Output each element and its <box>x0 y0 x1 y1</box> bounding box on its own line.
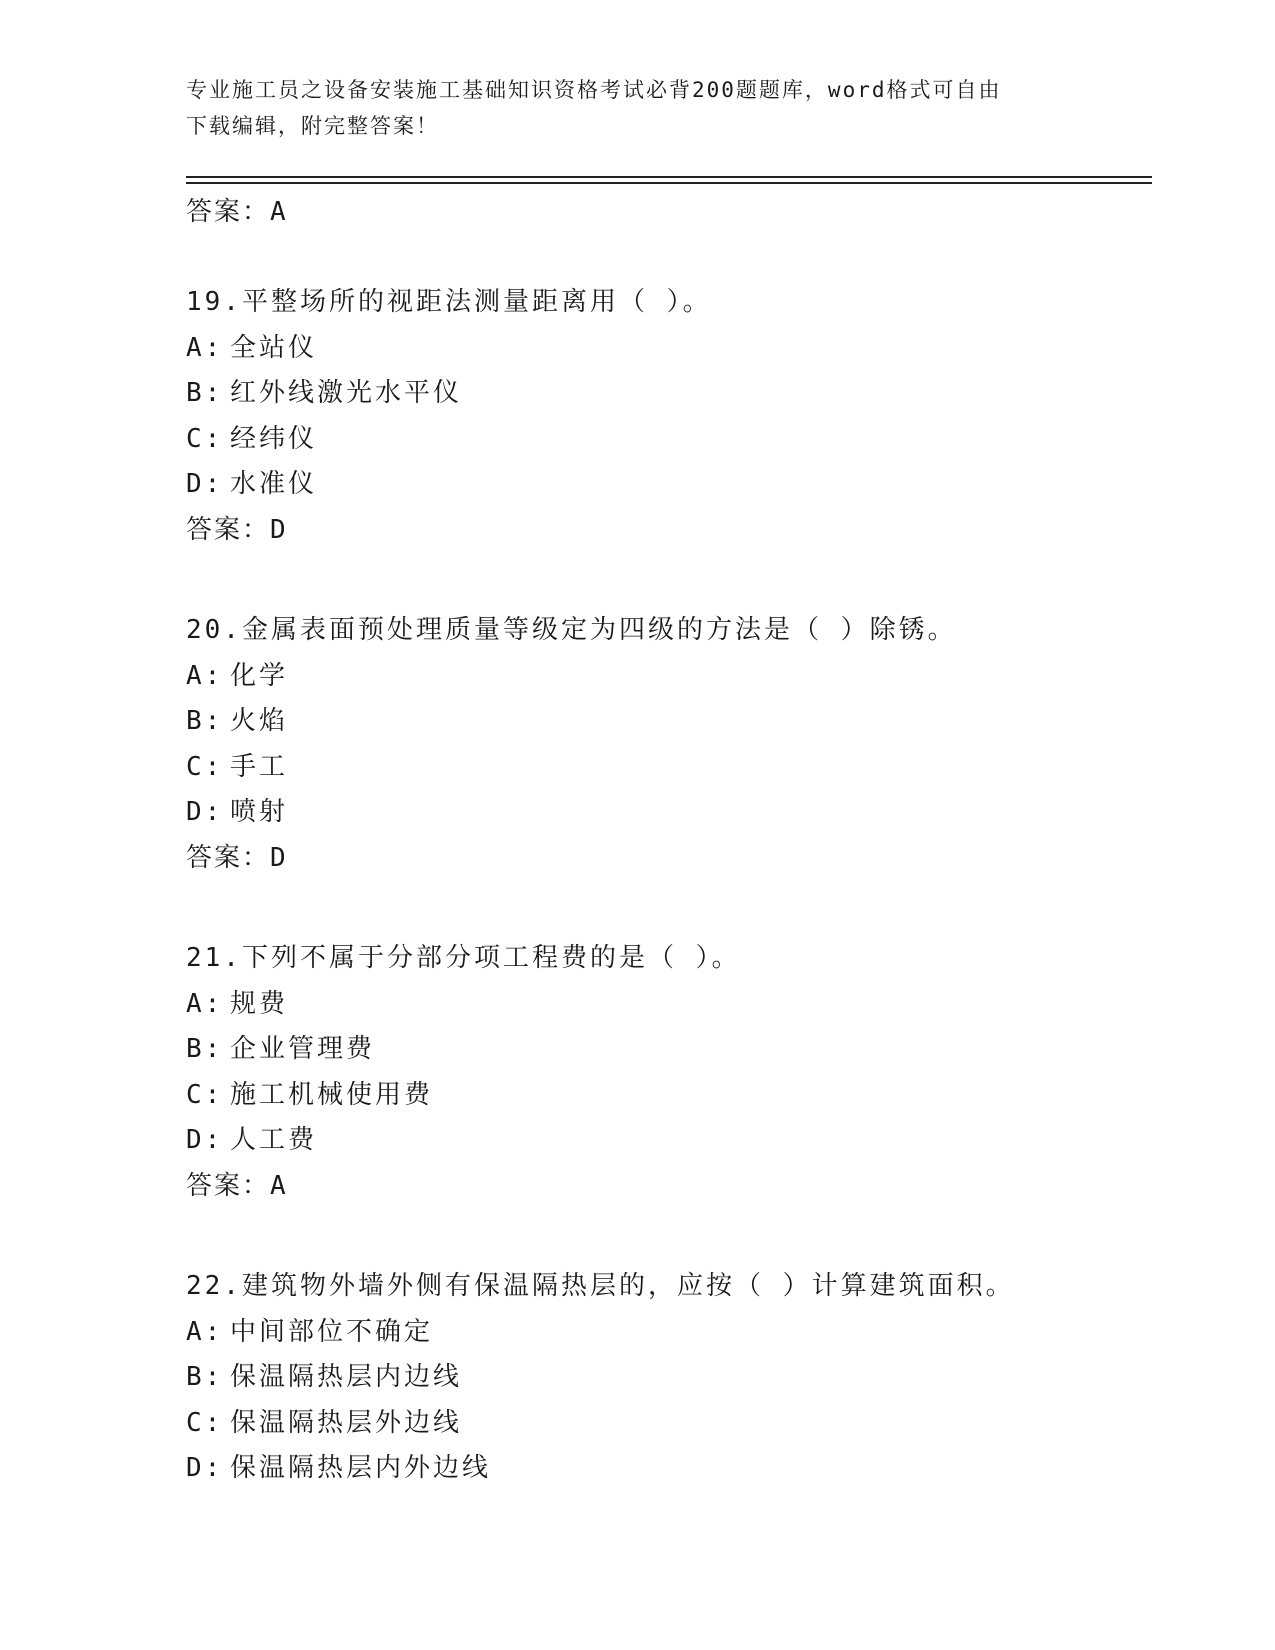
question-list <box>186 280 1146 1547</box>
option-letter: D: <box>186 1453 224 1483</box>
option-text: 施工机械使用费 <box>230 1079 434 1110</box>
option-a <box>186 1310 1146 1356</box>
option-letter: D: <box>186 1125 224 1155</box>
header-line-1: 专业施工员之设备安装施工基础知识资格考试必背200题题库，word格式可自由 <box>186 78 1002 102</box>
option-a <box>186 326 1146 372</box>
option-text: 保温隔热层内边线 <box>230 1362 463 1392</box>
option-letter: B: <box>186 378 224 408</box>
option-letter: C: <box>186 751 224 782</box>
option-text: 红外线激光水平仪 <box>230 378 463 408</box>
option-text: 中间部位不确定 <box>230 1316 434 1347</box>
option-letter: B: <box>186 1034 224 1064</box>
option-b <box>186 699 1146 745</box>
question-22 <box>186 1264 1146 1492</box>
option-letter: A: <box>186 660 224 691</box>
answer: 答案：D <box>186 842 288 873</box>
question-stem: 21.下列不属于分部分项工程费的是（ ）。 <box>186 943 741 973</box>
option-text: 全站仪 <box>230 332 318 363</box>
option-letter: D: <box>186 797 224 827</box>
previous-answer: 答案：A <box>186 197 288 227</box>
option-d <box>186 1118 1146 1164</box>
option-text: 水准仪 <box>230 469 318 499</box>
option-text: 企业管理费 <box>230 1034 376 1064</box>
option-text: 保温隔热层外边线 <box>230 1407 463 1438</box>
option-letter: A: <box>186 988 224 1019</box>
question-stem: 20.金属表面预处理质量等级定为四级的方法是（ ）除锈。 <box>186 615 957 645</box>
option-d <box>186 462 1146 508</box>
option-text: 人工费 <box>230 1125 318 1155</box>
option-b <box>186 1355 1146 1401</box>
option-a <box>186 982 1146 1028</box>
option-text: 经纬仪 <box>230 423 318 454</box>
question-stem: 22.建筑物外墙外侧有保温隔热层的，应按（ ）计算建筑面积。 <box>186 1271 1015 1301</box>
answer: 答案：D <box>186 514 288 545</box>
document-header <box>186 72 1066 144</box>
question-21 <box>186 936 1146 1209</box>
option-text: 火焰 <box>230 706 289 736</box>
option-d <box>186 790 1146 836</box>
option-letter: C: <box>186 423 224 454</box>
question-19 <box>186 280 1146 553</box>
option-letter: A: <box>186 332 224 363</box>
option-letter: C: <box>186 1407 224 1438</box>
option-b <box>186 371 1146 417</box>
option-b <box>186 1027 1146 1073</box>
header-divider-bottom <box>186 182 1152 184</box>
option-text: 手工 <box>230 751 289 782</box>
option-letter: A: <box>186 1316 224 1347</box>
option-c <box>186 1073 1146 1119</box>
option-c <box>186 745 1146 791</box>
option-letter: C: <box>186 1079 224 1110</box>
option-c <box>186 417 1146 463</box>
option-letter: D: <box>186 469 224 499</box>
header-divider-top <box>186 176 1152 178</box>
option-c <box>186 1401 1146 1447</box>
question-stem: 19.平整场所的视距法测量距离用（ ）。 <box>186 287 712 317</box>
option-text: 规费 <box>230 988 289 1019</box>
header-line-2: 下载编辑，附完整答案！ <box>186 114 439 138</box>
answer: 答案：A <box>186 1170 288 1201</box>
option-letter: B: <box>186 706 224 736</box>
option-text: 保温隔热层内外边线 <box>230 1453 492 1483</box>
question-20 <box>186 608 1146 881</box>
option-letter: B: <box>186 1362 224 1392</box>
option-a <box>186 654 1146 700</box>
option-text: 化学 <box>230 660 289 691</box>
option-d <box>186 1446 1146 1492</box>
option-text: 喷射 <box>230 797 289 827</box>
